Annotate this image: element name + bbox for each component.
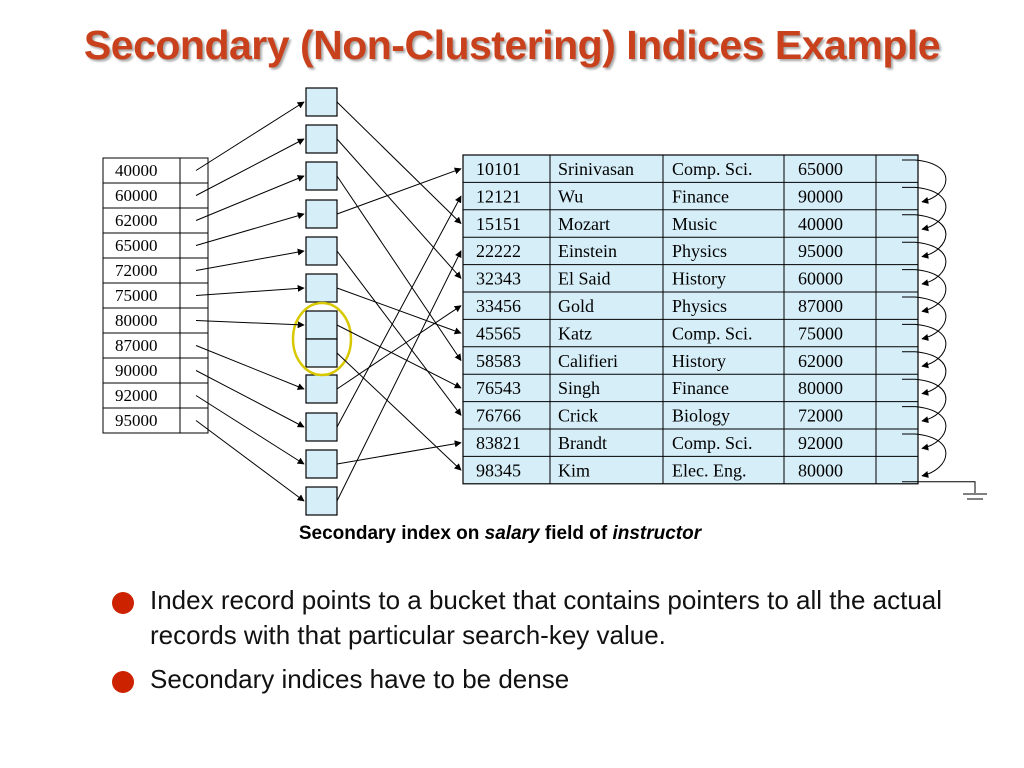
bucket-column xyxy=(293,88,351,515)
record-cell: 76543 xyxy=(476,378,521,399)
bucket-cell xyxy=(306,339,337,367)
index-entry xyxy=(103,158,208,183)
index-key: 60000 xyxy=(115,186,158,205)
pointer-arrow xyxy=(196,288,304,296)
pointer-arrow xyxy=(196,176,304,221)
record-cell: 76766 xyxy=(476,405,521,426)
bucket-cell xyxy=(306,125,337,153)
record-cell: Comp. Sci. xyxy=(672,323,753,344)
index-key: 72000 xyxy=(115,261,158,280)
bucket-cell xyxy=(306,274,337,302)
record-cell: Singh xyxy=(558,378,601,399)
record-cell: Mozart xyxy=(558,213,610,234)
record-cell: Srinivasan xyxy=(558,159,634,179)
index-entry xyxy=(103,358,208,383)
bucket-cell xyxy=(306,487,337,515)
record-cell: 40000 xyxy=(798,213,843,234)
record-cell: Biology xyxy=(672,405,731,426)
index-key: 65000 xyxy=(115,236,158,255)
bucket-cell xyxy=(306,162,337,190)
record-cell: 87000 xyxy=(798,296,843,316)
diagram-caption xyxy=(0,523,1000,545)
pointer-arrow xyxy=(196,102,304,171)
record-cell: Finance xyxy=(672,186,729,207)
pointer-arrow xyxy=(337,139,461,278)
record-cell: 90000 xyxy=(798,186,843,207)
record-cell: History xyxy=(672,350,726,371)
record-cell: Comp. Sci. xyxy=(672,433,753,453)
index-entry xyxy=(103,183,208,208)
bucket-cell xyxy=(306,413,337,441)
pointer-arrow xyxy=(196,251,304,271)
pointer-arrow xyxy=(196,396,304,465)
index-key: 90000 xyxy=(115,361,158,380)
record-cell: 12121 xyxy=(476,186,521,207)
record-cell: Elec. Eng. xyxy=(672,460,747,481)
record-cell: History xyxy=(672,268,726,289)
record-cell: Comp. Sci. xyxy=(672,159,753,179)
record-cell: El Said xyxy=(558,268,611,289)
record-cell: 58583 xyxy=(476,350,521,371)
record-cell: Crick xyxy=(558,405,598,426)
record-cell: Kim xyxy=(558,460,591,481)
record-cell: Wu xyxy=(558,186,584,207)
record-cell: Brandt xyxy=(558,433,607,453)
pointer-arrow xyxy=(337,102,461,224)
record-cell: Physics xyxy=(672,241,728,262)
index-table xyxy=(103,158,208,433)
record-cell: 80000 xyxy=(798,460,843,481)
pointer-arrow xyxy=(196,214,304,246)
slide-title: Secondary (Non-Clustering) Indices Example xyxy=(83,22,941,68)
index-entry xyxy=(103,333,208,358)
pointer-arrow xyxy=(337,169,461,214)
index-key: 80000 xyxy=(115,311,158,330)
bullet-dot-icon xyxy=(112,592,134,614)
record-cell: 95000 xyxy=(798,241,843,262)
bucket-cell xyxy=(306,88,337,116)
pointer-arrow xyxy=(196,139,304,196)
record-cell: 75000 xyxy=(798,323,843,344)
pointer-arrow xyxy=(337,443,461,464)
pointer-arrow xyxy=(337,196,461,427)
caption-middle: field of xyxy=(539,523,613,544)
index-key: 40000 xyxy=(115,161,158,180)
pointer-arrow xyxy=(196,421,304,502)
record-cell: 60000 xyxy=(798,268,843,289)
record-cell: 80000 xyxy=(798,378,843,399)
index-entry xyxy=(103,283,208,308)
caption-relation: instructor xyxy=(612,523,702,544)
record-cell: 33456 xyxy=(476,296,521,316)
bullet-text: Index record points to a bucket that contains pointers to all the actual records with that particular search-key value. xyxy=(150,585,943,650)
bucket-cell xyxy=(306,450,337,478)
bullet-dot-icon xyxy=(112,671,134,693)
bullet-text: Secondary indices have to be dense xyxy=(150,664,570,694)
pointer-arrow xyxy=(196,371,304,428)
record-cell: 72000 xyxy=(798,405,843,426)
pointer-arrow xyxy=(337,353,461,470)
index-entry xyxy=(103,258,208,283)
record-cell: 10101 xyxy=(476,159,521,179)
record-cell: 83821 xyxy=(476,433,521,453)
record-cell: Katz xyxy=(558,323,592,344)
index-key: 75000 xyxy=(115,286,158,305)
index-entry xyxy=(103,383,208,408)
record-cell: Einstein xyxy=(558,241,617,262)
record-cell: Califieri xyxy=(558,350,618,371)
bucket-cell xyxy=(306,375,337,403)
pointer-arrow xyxy=(196,346,304,390)
record-cell: 62000 xyxy=(798,350,843,371)
record-cell: Finance xyxy=(672,378,729,399)
record-cell: 22222 xyxy=(476,241,521,262)
caption-prefix: Secondary index on xyxy=(298,523,485,544)
record-cell: Music xyxy=(672,213,717,234)
caption-field: salary xyxy=(484,523,540,544)
record-cell: 15151 xyxy=(476,213,521,234)
index-entry xyxy=(103,233,208,258)
pointer-arrow xyxy=(337,325,461,388)
bucket-cell xyxy=(306,311,337,339)
record-cell: 32343 xyxy=(476,268,521,289)
index-entry xyxy=(103,408,208,433)
record-cell: 45565 xyxy=(476,323,521,344)
index-entry xyxy=(103,208,208,233)
index-key: 87000 xyxy=(115,336,158,355)
index-key: 92000 xyxy=(115,386,158,405)
index-key: 62000 xyxy=(115,211,158,230)
instructor-records-table xyxy=(463,155,918,484)
record-cell: Physics xyxy=(672,296,728,316)
index-entry xyxy=(103,308,208,333)
bucket-cell xyxy=(306,200,337,228)
record-cell: Gold xyxy=(558,296,594,316)
record-cell: 98345 xyxy=(476,460,521,481)
record-cell: 92000 xyxy=(798,433,843,453)
index-key: 95000 xyxy=(115,411,158,430)
record-cell: 65000 xyxy=(798,159,843,179)
bucket-cell xyxy=(306,237,337,265)
pointer-arrow xyxy=(196,321,304,326)
